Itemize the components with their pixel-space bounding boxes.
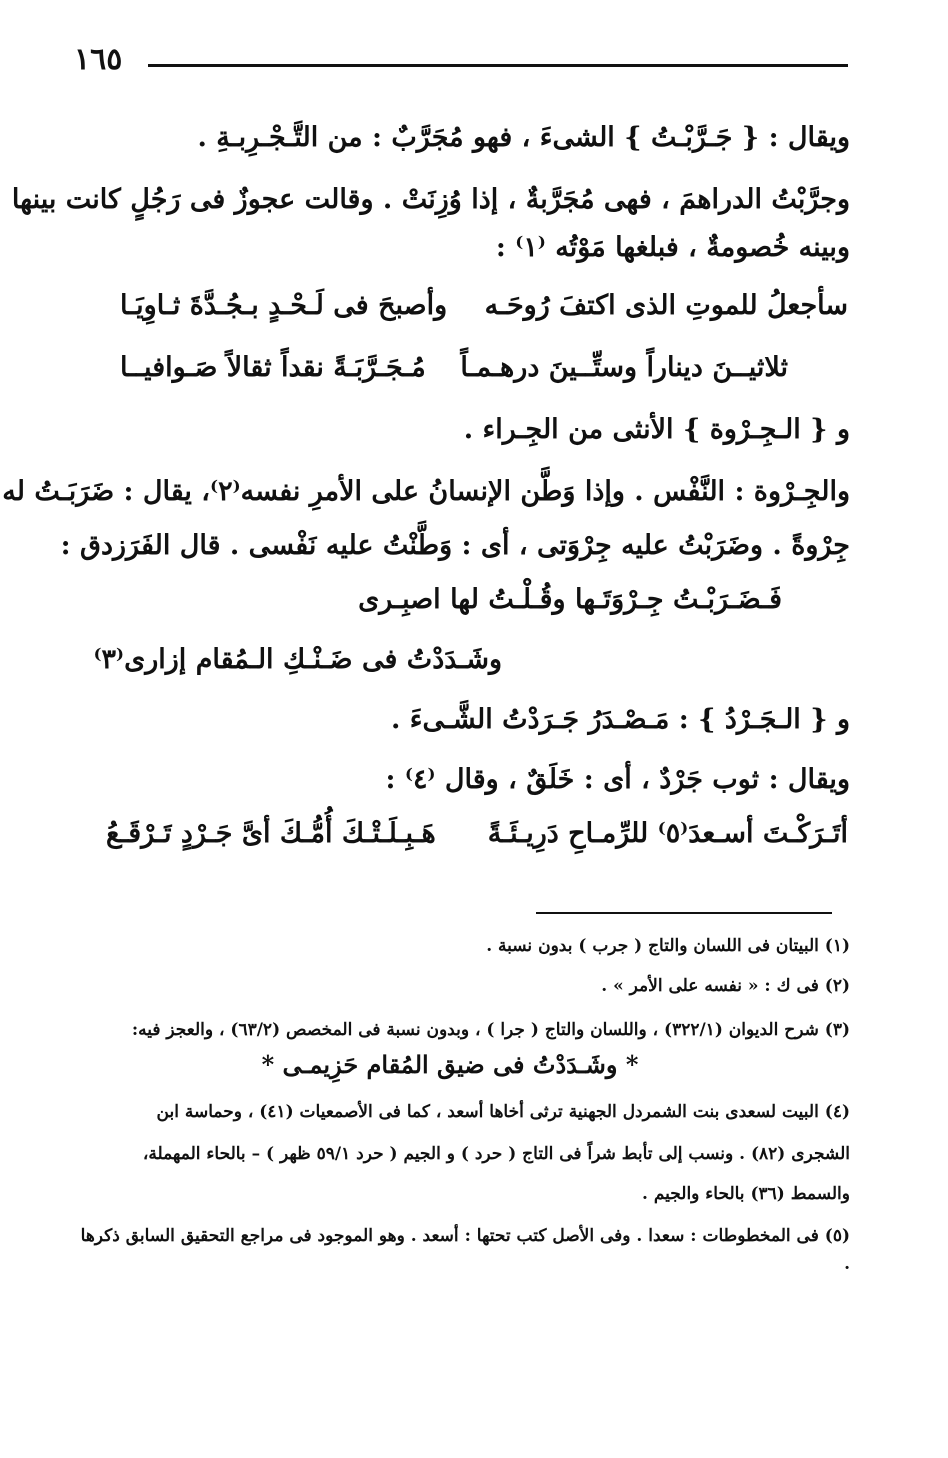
body-line-1: ويقال : { جَـرَّبْـتُ } الشىءَ ، فهو مُجَرَّبٌ : من التَّـجْـرِبـةِ . (197, 122, 850, 153)
footnote-4-line-2: الشجرى (٨٢) . ونسب إلى تأبط شراً فى التاج ( حرد ) و الجيم ( حرد ٥٩/١ ظهر ) – بالحاء المهملة، (142, 1144, 850, 1164)
verse3-second-hemistich: وشَـدَدْتُ فى ضَـنْـكِ الـمُقام إزارى⁽٣⁾ (93, 644, 502, 675)
footnote-3: (٣) شرح الديوان (٣٢٢/١) ، واللسان والتاج ( جرا ) ، وبدون نسبة فى المخصص (٦٣/٢) ، والعجز فيه: (131, 1020, 850, 1040)
verse2-first-hemistich: ثلاثيــنَ ديناراً وستِّــينَ درهـمـاً (460, 352, 788, 383)
footnote-5: (٥) فى المخطوطات : سعدا . وفى الأصل كتب تحتها : أسعد . وهو الموجود فى مراجع التحقيق السابق ذكرها . (80, 1226, 850, 1274)
body-line-jard: و { الـجَـرْدُ } : مَـصْـدَرُ جَـرَدْتُ الشَّـىءَ . (391, 704, 850, 735)
body-line-2: وجرَّبْتُ الدراهمَ ، فهى مُجَرَّبةٌ ، إذا وُزِنَتْ . وقالت عجوزٌ فى رَجُلٍ كانت بينها (11, 184, 850, 215)
verse4-second-hemistich: هَـبِـلَـتْـكَ أُمُّـكَ أىَّ جَـرْدٍ تَـرْقَـعُ (106, 818, 436, 849)
verse4-first-hemistich: أتَـرَكْـتَ أسـعدَ⁽٥⁾ للرِّمـاحِ دَرِيـئَـةً (487, 818, 848, 849)
verse1-second-hemistich: وأصبحَ فى لَـحْـدٍ بـجُـدَّةَ ثـاوِيَـا (120, 290, 448, 321)
body-line-nafs-1: والجِـرْوة : النَّفْس . وإذا وَطَّن الإنسانُ على الأمرِ نفسه⁽٢⁾، يقال : ضَرَبَـتُ له (2, 476, 850, 507)
page-number: ١٦٥ (74, 42, 123, 77)
body-line-jirwa: و { الـجِـرْوة } الأنثى من الجِـراء . (463, 414, 850, 445)
footnote-1: (١) البيتان فى اللسان والتاج ( جرب ) بدون نسبة . (486, 936, 850, 956)
verse3-first-hemistich: فَـضَـرَبْـتُ جِـرْوَتَـها وقُـلْـتُ لها اصبِـرى (358, 584, 782, 615)
verse2-second-hemistich: مُـجَـرَّبَـةً نقداً ثقالاً صَـوافيــا (120, 352, 426, 383)
body-line-nafs-2: جِرْوةً . وضَرَبْتُ عليه جِرْوَتى ، أى : وَطَّنْتُ عليه نَفْسى . قال الفَرَزدق : (60, 530, 850, 561)
footnote-rule (536, 912, 832, 914)
footnote-3-verse: * وشَـدَدْتُ فى ضيق المُقام حَزِيمـى * (261, 1050, 639, 1079)
verse1-first-hemistich: سأجعلُ للموتِ الذى اكتفَ رُوحَـه (484, 290, 848, 321)
header-rule (148, 64, 848, 67)
body-line-3: وبينه خُصومةٌ ، فبلغها مَوْتُه ⁽١⁾ : (495, 232, 850, 263)
body-line-thawb: ويقال : ثوب جَرْدٌ ، أى : خَلَقٌ ، وقال ⁽٤⁾ : (385, 764, 850, 795)
footnote-2: (٢) فى ك : « نفسه على الأمر » . (601, 976, 850, 996)
footnote-4-line-3: والسمط (٣٦) بالحاء والجيم . (642, 1184, 850, 1204)
footnote-4-line-1: (٤) البيت لسعدى بنت الشمردل الجهنية ترثى أخاها أسعد ، كما فى الأصمعيات (٤١) ، وحماسة ابن (156, 1102, 850, 1122)
